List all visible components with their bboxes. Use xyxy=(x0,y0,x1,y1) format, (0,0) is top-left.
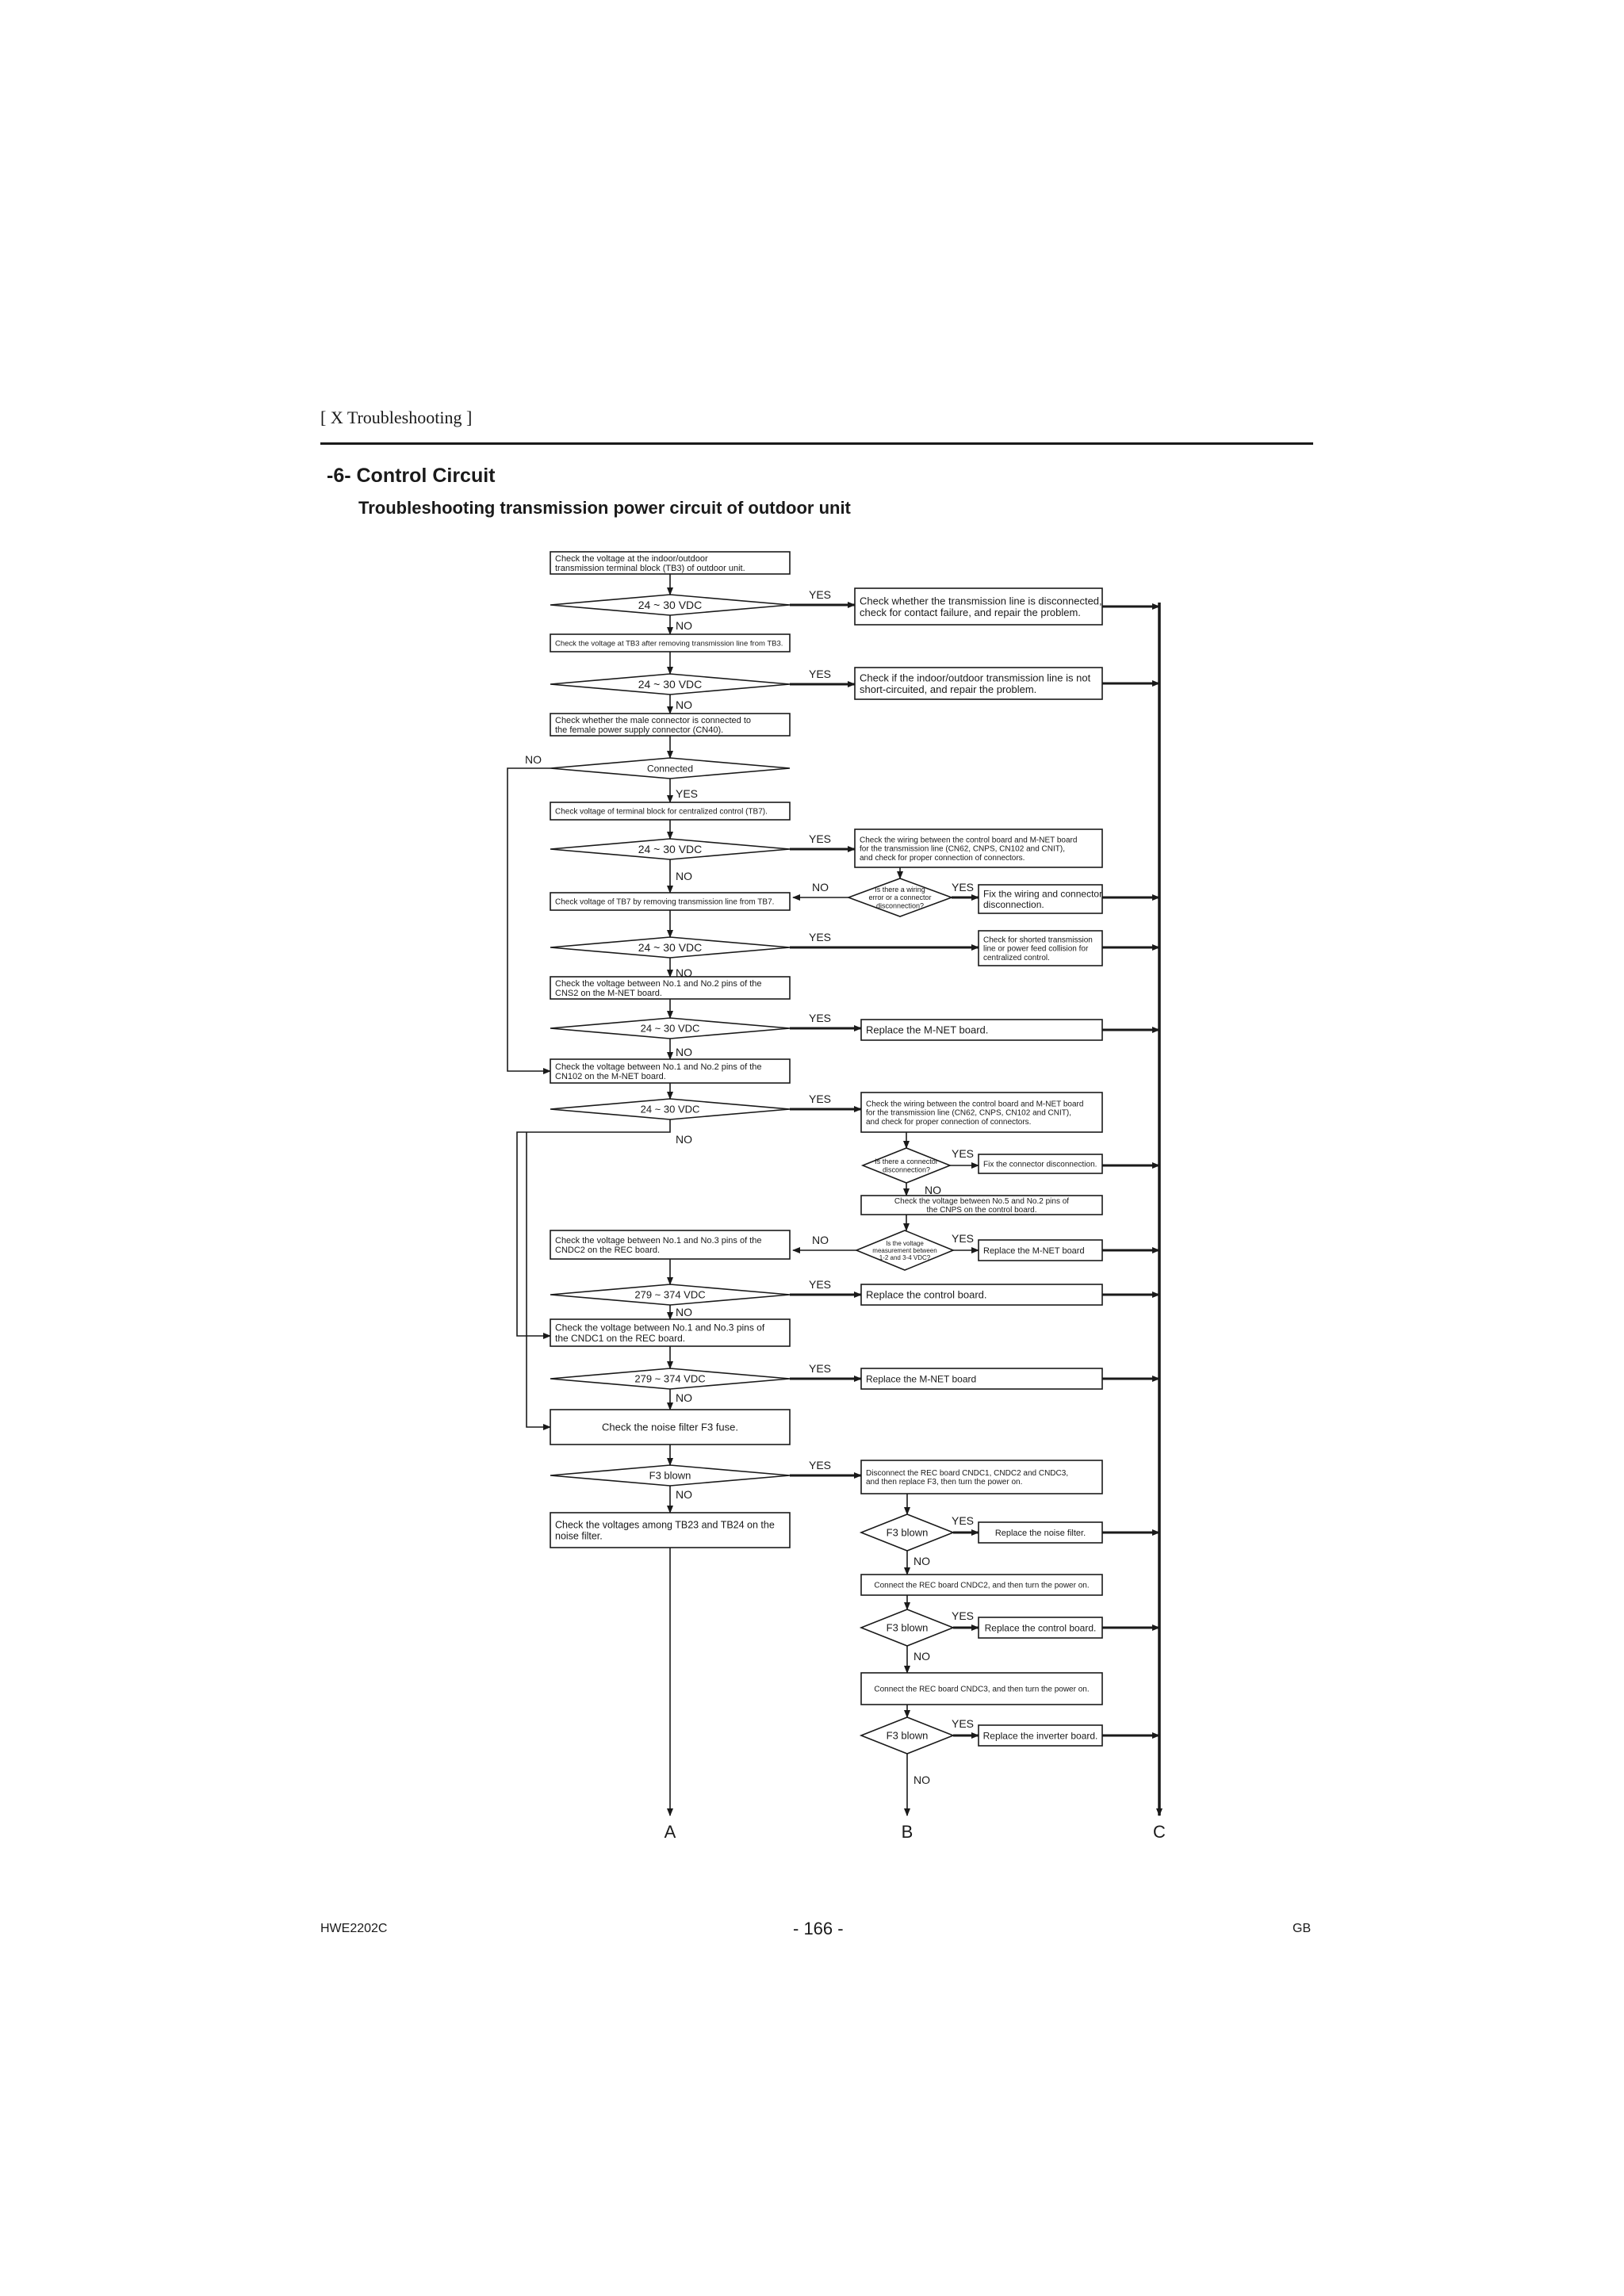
flow-node-text: for the transmission line (CN62, CNPS, CN102 and CNIT), xyxy=(866,1108,1071,1118)
flow-node-n6 xyxy=(550,977,790,999)
flow-node-text: check for contact failure, and repair the problem. xyxy=(860,606,1081,618)
flow-node-text: Check whether the transmission line is disconnected, xyxy=(860,595,1102,607)
flow-node-dr12 xyxy=(861,1717,953,1754)
flow-label: YES xyxy=(809,832,832,845)
flow-node-text: CNS2 on the M-NET board. xyxy=(555,989,662,999)
flow-node-text: Check whether the male connector is connected to xyxy=(555,715,752,725)
footer-doc-id: HWE2202C xyxy=(320,1922,388,1935)
flow-node-r12b xyxy=(979,1725,1102,1746)
flow-node-text: Fix the connector disconnection. xyxy=(983,1160,1097,1169)
flow-label: YES xyxy=(809,588,832,601)
flow-node-text: error or a connector xyxy=(868,894,932,902)
flow-node-text: line or power feed collision for xyxy=(983,944,1089,954)
flow-node-text: Check the voltage between No.1 and No.2 pins of the xyxy=(555,1062,762,1072)
flow-node-text: Check the wiring between the control board and M-NET board xyxy=(860,836,1078,845)
flow-edge xyxy=(508,768,550,1071)
flow-node-text: 1-2 and 3-4 VDC? xyxy=(879,1253,931,1261)
flow-label: NO xyxy=(676,1391,692,1404)
flow-node-text: CN102 on the M-NET board. xyxy=(555,1072,666,1082)
flow-label: YES xyxy=(952,1232,975,1245)
footer-lang: GB xyxy=(1293,1922,1312,1935)
flow-node-text: Check voltage of terminal block for centralized control (TB7). xyxy=(555,807,768,817)
flow-label: NO xyxy=(676,1306,692,1318)
flow-node-text: 279 ~ 374 VDC xyxy=(634,1372,706,1385)
flow-node-text: Check the voltage at TB3 after removing transmission line from TB3. xyxy=(555,639,783,649)
flow-node-text: Is there a wiring xyxy=(875,886,925,894)
flow-node-text: Check if the indoor/outdoor transmission line is not xyxy=(860,672,1091,684)
flow-node-d8 xyxy=(550,1284,790,1305)
flow-node-text: Connect the REC board CNDC2, and then turn the power on. xyxy=(874,1581,1090,1590)
flow-node-text: transmission terminal block (TB3) of outdoor unit. xyxy=(555,564,745,574)
flow-node-r7 xyxy=(861,1093,1102,1132)
flow-label: YES xyxy=(952,881,975,894)
flow-node-text: F3 blown xyxy=(886,1621,929,1634)
flow-label: YES xyxy=(676,787,699,800)
flow-node-text: Check the voltage between No.1 and No.2 pins of the xyxy=(555,978,762,989)
flow-node-d1 xyxy=(550,595,790,615)
flow-label: YES xyxy=(809,1012,832,1024)
flow-label: NO xyxy=(525,753,542,766)
flow-node-r10 xyxy=(861,1460,1102,1494)
flow-node-r4 xyxy=(855,829,1102,867)
flow-node-r6 xyxy=(861,1020,1102,1040)
flow-node-text: Connected xyxy=(646,763,694,775)
flow-node-text: Connect the REC board CNDC3, and then turn the power on. xyxy=(874,1685,1090,1694)
flow-label: NO xyxy=(676,870,692,882)
flow-label: YES xyxy=(952,1514,975,1527)
flow-node-text: Replace the control board. xyxy=(984,1622,1097,1634)
flow-node-n8 xyxy=(550,1230,790,1259)
flow-node-r7b xyxy=(979,1154,1102,1173)
flow-node-text: CNDC2 on the REC board. xyxy=(555,1246,661,1256)
flow-node-text: Check the voltage between No.1 and No.3 pins of the xyxy=(555,1235,762,1246)
flow-node-text: F3 blown xyxy=(649,1469,691,1482)
flow-node-r11 xyxy=(861,1575,1102,1595)
flow-label: YES xyxy=(809,931,832,943)
flow-node-r8 xyxy=(861,1284,1102,1305)
flow-node-d10 xyxy=(550,1465,790,1486)
flow-node-n11 xyxy=(550,1513,790,1548)
flow-node-d7 xyxy=(550,1099,790,1119)
flow-node-text: Replace the M-NET board. xyxy=(866,1024,989,1036)
flow-label: YES xyxy=(952,1717,975,1730)
flow-node-text: Replace the M-NET board xyxy=(983,1246,1085,1256)
flow-label: B xyxy=(901,1822,914,1842)
flow-node-text: short-circuited, and repair the problem. xyxy=(860,683,1037,695)
flow-node-text: Check the voltage between No.5 and No.2 pins of xyxy=(894,1197,1070,1206)
flow-node-text: noise filter. xyxy=(555,1530,603,1542)
flow-node-d2 xyxy=(550,674,790,695)
flow-node-text: Is the voltage xyxy=(886,1239,924,1247)
flow-node-text: F3 blown xyxy=(886,1526,929,1539)
flow-label: NO xyxy=(676,619,692,632)
flow-node-n4 xyxy=(550,802,790,820)
flow-node-dr4 xyxy=(848,878,952,916)
flow-node-text: Check voltage of TB7 by removing transmission line from TB7. xyxy=(555,897,775,907)
flow-label: NO xyxy=(676,966,692,979)
flow-node-text: and then replace F3, then turn the power on. xyxy=(866,1478,1023,1487)
flow-node-text: Check the voltages among TB23 and TB24 on the xyxy=(555,1519,775,1531)
flow-node-n9 xyxy=(550,1319,790,1346)
flow-node-text: Check the voltage between No.1 and No.3 pins of xyxy=(555,1322,765,1334)
flow-label: NO xyxy=(676,1488,692,1501)
flow-node-d5 xyxy=(550,937,790,958)
flow-label: NO xyxy=(914,1555,930,1567)
flow-node-r12 xyxy=(861,1673,1102,1705)
flow-node-r2 xyxy=(855,668,1102,699)
flow-node-text: measurement between xyxy=(872,1246,937,1254)
flow-label: NO xyxy=(676,1046,692,1058)
flow-node-text: F3 blown xyxy=(886,1729,929,1742)
flow-node-r7c xyxy=(861,1196,1102,1215)
flow-label: YES xyxy=(809,1459,832,1471)
flow-node-text: Check for shorted transmission xyxy=(983,936,1093,945)
flow-node-r9 xyxy=(861,1368,1102,1389)
flow-node-r7d xyxy=(979,1240,1102,1261)
flow-label: YES xyxy=(952,1147,975,1160)
flow-node-text: Check the wiring between the control board and M-NET board xyxy=(866,1100,1084,1109)
flow-label: NO xyxy=(812,881,829,894)
flow-node-text: Fix the wiring and connector xyxy=(983,888,1103,900)
flow-node-r5 xyxy=(979,931,1102,966)
flow-node-text: Replace the noise filter. xyxy=(994,1528,1086,1538)
flow-node-n5 xyxy=(550,893,790,910)
flow-node-d4 xyxy=(550,839,790,859)
flow-node-text: disconnection? xyxy=(882,1165,931,1174)
flow-node-text: 24 ~ 30 VDC xyxy=(640,1022,700,1035)
flow-node-text: centralized control. xyxy=(983,953,1050,962)
flow-node-text: Check the noise filter F3 fuse. xyxy=(602,1421,738,1433)
flow-label: A xyxy=(664,1822,676,1842)
flow-node-dr10 xyxy=(861,1514,953,1551)
flow-node-r4b xyxy=(979,885,1102,913)
flow-node-n10 xyxy=(550,1410,790,1445)
page-subtitle: Troubleshooting transmission power circuit of outdoor unit xyxy=(358,498,851,518)
flow-node-dr7 xyxy=(863,1148,950,1183)
flow-label: NO xyxy=(676,698,692,711)
flow-node-text: 24 ~ 30 VDC xyxy=(638,678,703,691)
flow-node-d9 xyxy=(550,1368,790,1389)
flow-node-text: Replace the inverter board. xyxy=(982,1730,1098,1742)
flow-node-text: the CNPS on the control board. xyxy=(926,1206,1037,1215)
footer-page-number: - 166 - xyxy=(793,1919,844,1938)
flow-node-n2 xyxy=(550,634,790,652)
flow-node-text: Check the voltage at the indoor/outdoor xyxy=(555,553,708,564)
flow-label: YES xyxy=(809,1362,832,1375)
flow-label: NO xyxy=(812,1234,829,1246)
flow-label: NO xyxy=(914,1650,930,1663)
flow-node-text: the CNDC1 on the REC board. xyxy=(555,1333,686,1345)
flow-node-n1 xyxy=(550,552,790,574)
flow-node-r10b xyxy=(979,1522,1102,1543)
flow-node-text: for the transmission line (CN62, CNPS, CN102 and CNIT), xyxy=(860,844,1065,854)
flow-label: NO xyxy=(676,1133,692,1146)
flow-node-dr11 xyxy=(861,1609,953,1646)
flow-node-text: disconnection? xyxy=(875,901,925,910)
flow-label: YES xyxy=(809,1093,832,1105)
section-header: [ X Troubleshooting ] xyxy=(320,408,473,427)
flow-node-text: Disconnect the REC board CNDC1, CNDC2 and CNDC3, xyxy=(866,1469,1069,1478)
flow-label: NO xyxy=(925,1184,941,1196)
flow-node-dr7c xyxy=(856,1230,953,1270)
flow-label: YES xyxy=(952,1609,975,1622)
flow-node-text: disconnection. xyxy=(983,899,1044,911)
flow-node-r11b xyxy=(979,1617,1102,1638)
flow-node-d3 xyxy=(550,758,790,779)
flow-node-n7 xyxy=(550,1059,790,1083)
flow-node-text: Replace the M-NET board xyxy=(866,1373,977,1385)
flow-node-text: 24 ~ 30 VDC xyxy=(638,941,703,955)
flow-edge xyxy=(527,1132,550,1427)
flow-label: NO xyxy=(914,1774,930,1786)
flow-label: C xyxy=(1153,1822,1166,1842)
flow-node-text: 24 ~ 30 VDC xyxy=(638,843,703,856)
flow-node-text: 24 ~ 30 VDC xyxy=(640,1103,700,1115)
flow-node-text: Is there a connector xyxy=(875,1158,938,1166)
flow-node-text: and check for proper connection of connectors. xyxy=(860,853,1025,863)
flow-node-n3 xyxy=(550,714,790,736)
flow-node-text: and check for proper connection of connectors. xyxy=(866,1117,1032,1127)
page-title: -6- Control Circuit xyxy=(327,465,496,487)
flow-label: YES xyxy=(809,668,832,680)
flow-node-d6 xyxy=(550,1018,790,1039)
flow-node-text: the female power supply connector (CN40). xyxy=(555,725,724,736)
flow-node-text: Replace the control board. xyxy=(866,1288,987,1301)
flow-node-text: 24 ~ 30 VDC xyxy=(638,599,703,612)
flow-node-r1 xyxy=(855,588,1102,625)
flow-label: YES xyxy=(809,1278,832,1291)
flow-node-text: 279 ~ 374 VDC xyxy=(634,1288,706,1301)
